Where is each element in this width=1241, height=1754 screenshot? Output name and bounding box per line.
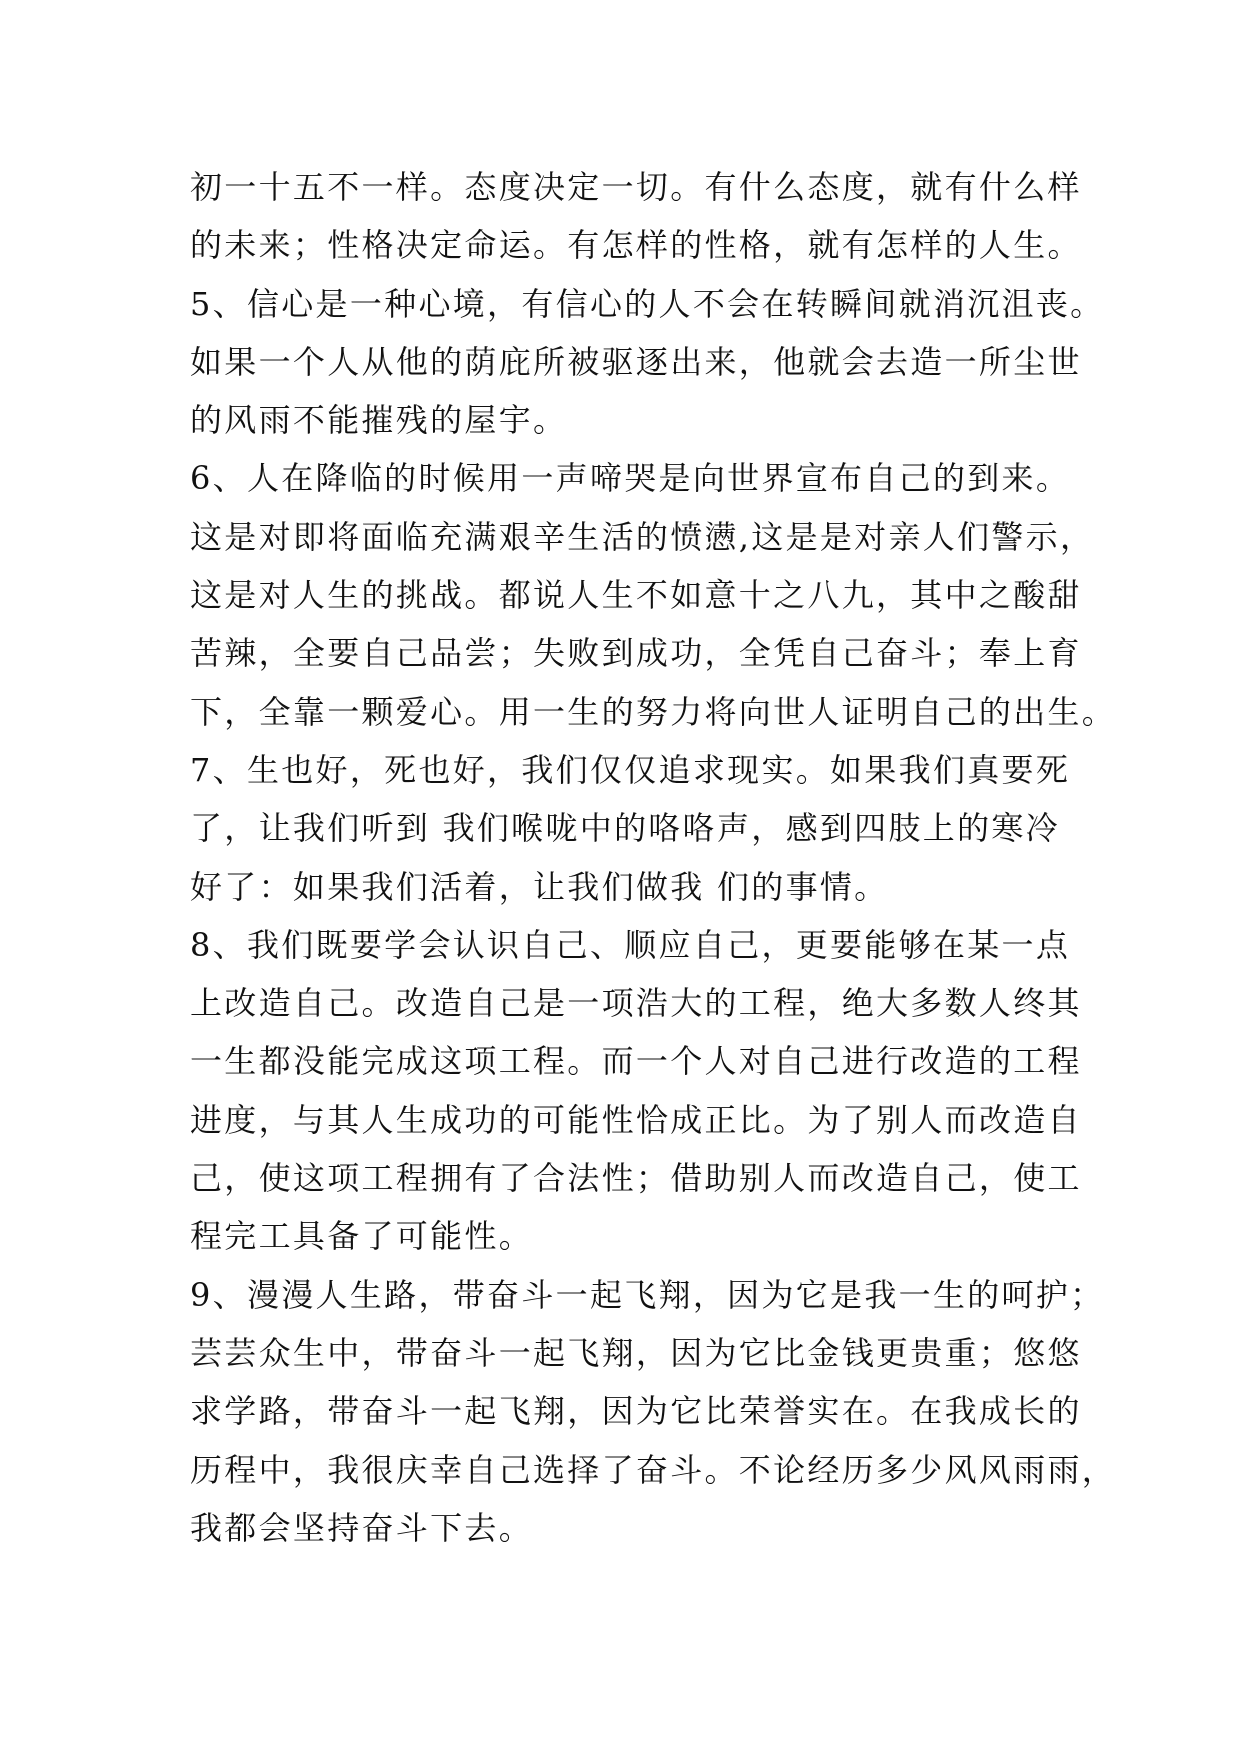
text-line: 的风雨不能摧残的屋宇。 [190,401,568,440]
text-line: 芸芸众生中，带奋斗一起飞翔，因为它比金钱更贵重；悠悠 [190,1333,1082,1372]
text-line: 5、信心是一种心境，有信心的人不会在转瞬间就消沉沮丧。 [190,284,1105,323]
text-line: 上改造自己。改造自己是一项浩大的工程，绝大多数人终其 [190,984,1082,1023]
text-line: 这是对人生的挑战。都说人生不如意十之八九，其中之酸甜 [190,576,1082,615]
text-line: 这是对即将面临充满艰辛生活的愤懑,这是是对亲人们警示， [190,517,1095,556]
text-line: 7、生也好，死也好，我们仅仅追求现实。如果我们真要死 [190,750,1071,789]
text-line: 苦辣，全要自己品尝；失败到成功，全凭自己奋斗；奉上育 [190,634,1082,673]
text-line: 程完工具备了可能性。 [190,1217,534,1256]
text-line: 下，全靠一颗爱心。用一生的努力将向世人证明自己的出生。 [190,692,1117,731]
text-line: 进度，与其人生成功的可能性恰成正比。为了别人而改造自 [190,1100,1082,1139]
text-line: 8、我们既要学会认识自己、顺应自己，更要能够在某一点 [190,925,1071,964]
text-line: 求学路，带奋斗一起飞翔，因为它比荣誉实在。在我成长的 [190,1392,1082,1431]
text-line: 我都会坚持奋斗下去。 [190,1508,534,1547]
text-line: 好了：如果我们活着，让我们做我 们的事情。 [190,867,889,906]
text-line: 9、漫漫人生路，带奋斗一起飞翔，因为它是我一生的呵护； [190,1275,1105,1314]
text-line: 一生都没能完成这项工程。而一个人对自己进行改造的工程 [190,1042,1082,1081]
text-line: 了，让我们听到 我们喉咙中的咯咯声，感到四肢上的寒冷 [190,809,1060,848]
text-line: 如果一个人从他的荫庇所被驱逐出来，他就会去造一所尘世 [190,342,1082,381]
text-line: 己，使这项工程拥有了合法性；借助别人而改造自己，使工 [190,1159,1082,1198]
text-line: 6、人在降临的时候用一声啼哭是向世界宣布自己的到来。 [190,459,1071,498]
text-line: 历程中，我很庆幸自己选择了奋斗。不论经历多少风风雨雨， [190,1450,1117,1489]
text-line: 的未来；性格决定命运。有怎样的性格，就有怎样的人生。 [190,226,1082,265]
body-text [190,158,1117,1557]
text-line: 初一十五不一样。态度决定一切。有什么态度，就有什么样 [190,168,1082,206]
